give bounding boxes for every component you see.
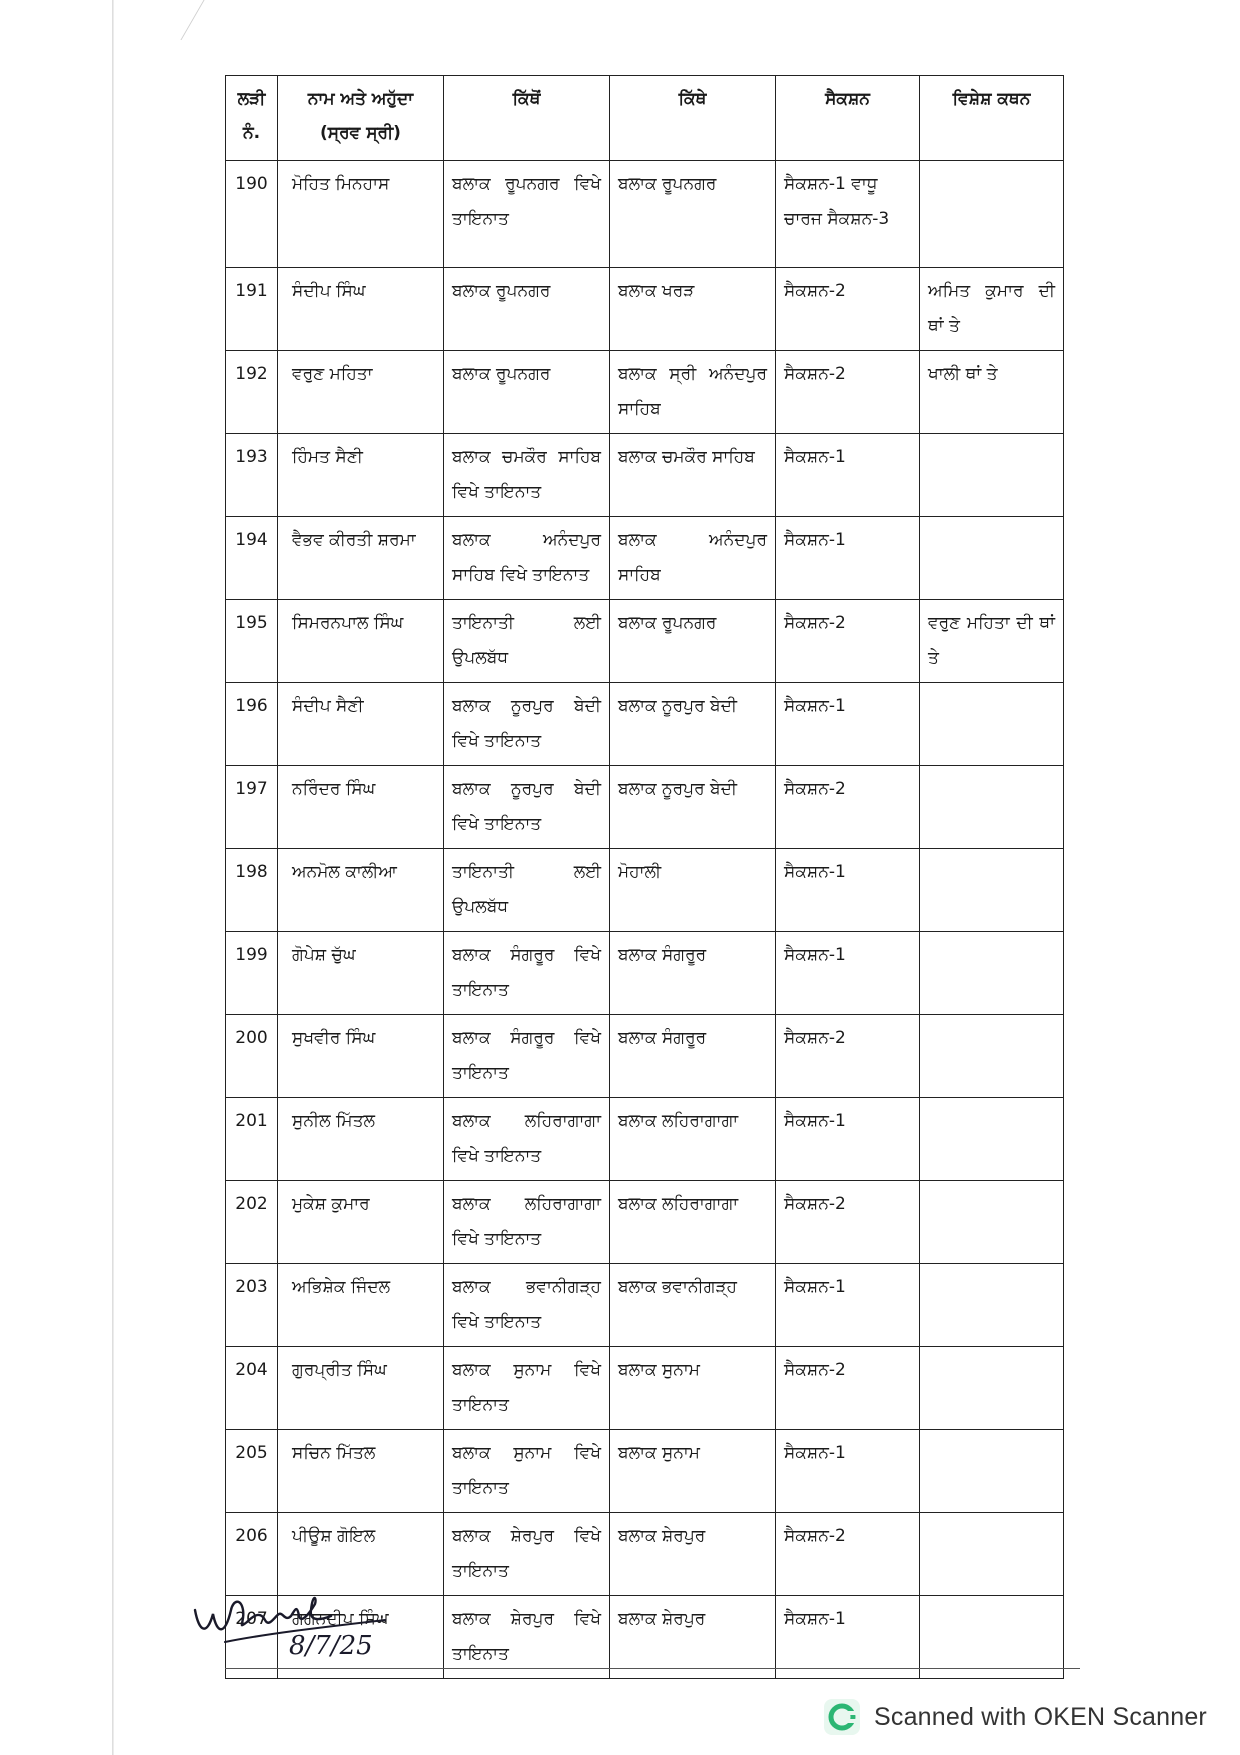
remarks-cell [920,1347,1064,1430]
from-cell: ਬਲਾਕ ਸੰਗਰੂਰ ਵਿਖੇ ਤਾਇਨਾਤ [444,1015,610,1098]
header-name-line2: (ਸ੍ਰਵ ਸ੍ਰੀ) [320,123,401,143]
table-body [226,161,1064,1679]
serial-no-cell: 199 [226,932,278,1015]
from-cell: ਬਲਾਕ ਸੁਨਾਮ ਵਿਖੇ ਤਾਇਨਾਤ [444,1347,610,1430]
section-cell: ਸੈਕਸ਼ਨ-2 [776,1015,920,1098]
section-cell: ਸੈਕਸ਼ਨ-2 [776,1347,920,1430]
serial-no-cell: 194 [226,517,278,600]
serial-no-cell: 196 [226,683,278,766]
header-from: ਕਿੱਥੋਂ [444,76,610,161]
section-cell: ਸੈਕਸ਼ਨ-1 ਵਾਧੂ ਚਾਰਜ ਸੈਕਸ਼ਨ-3 [776,161,920,268]
name-cell: ਗੁਰਪ੍ਰੀਤ ਸਿੰਘ [278,1347,444,1430]
section-cell: ਸੈਕਸ਼ਨ-2 [776,600,920,683]
to-cell: ਬਲਾਕ ਸੰਗਰੂਰ [610,932,776,1015]
remarks-cell [920,1596,1064,1679]
handwritten-signature [185,1570,405,1660]
section-cell: ਸੈਕਸ਼ਨ-2 [776,1181,920,1264]
to-cell: ਬਲਾਕ ਸੁਨਾਮ [610,1347,776,1430]
name-cell: ਸੁਨੀਲ ਮਿੱਤਲ [278,1098,444,1181]
signature-date: 8/7/25 [289,1631,373,1660]
name-cell: ਅਭਿਸ਼ੇਕ ਜਿੰਦਲ [278,1264,444,1347]
remarks-cell [920,1098,1064,1181]
header-section: ਸੈਕਸ਼ਨ [776,76,920,161]
name-cell: ਗਗਨਦੀਪ ਸਿੰਘ [278,1596,444,1679]
serial-no-cell: 205 [226,1430,278,1513]
from-cell: ਬਲਾਕ ਸੰਗਰੂਰ ਵਿਖੇ ਤਾਇਨਾਤ [444,932,610,1015]
remarks-cell: ਵਰੁਣ ਮਹਿਤਾ ਦੀ ਥਾਂ ਤੇ [920,600,1064,683]
to-cell: ਬਲਾਕ ਲਹਿਰਾਗਾਗਾ [610,1181,776,1264]
to-cell: ਬਲਾਕ ਰੂਪਨਗਰ [610,600,776,683]
to-cell: ਬਲਾਕ ਖਰੜ [610,268,776,351]
to-cell: ਬਲਾਕ ਅਨੰਦਪੁਰ ਸਾਹਿਬ [610,517,776,600]
header-name [278,76,444,161]
serial-no-cell: 201 [226,1098,278,1181]
scanner-label: Scanned with OKEN Scanner [874,1702,1207,1731]
table-row [226,161,1064,268]
table-row [226,683,1064,766]
to-cell: ਬਲਾਕ ਸ਼ੇਰਪੁਰ [610,1513,776,1596]
table-row [226,517,1064,600]
from-cell: ਬਲਾਕ ਰੂਪਨਗਰ [444,268,610,351]
to-cell: ਬਲਾਕ ਲਹਿਰਾਗਾਗਾ [610,1098,776,1181]
to-cell: ਬਲਾਕ ਚਮਕੌਰ ਸਾਹਿਬ [610,434,776,517]
remarks-cell [920,1181,1064,1264]
remarks-cell [920,161,1064,268]
section-cell: ਸੈਕਸ਼ਨ-1 [776,849,920,932]
table-row [226,1347,1064,1430]
name-cell: ਵੈਭਵ ਕੀਰਤੀ ਸ਼ਰਮਾ [278,517,444,600]
header-serial-no [226,76,278,161]
table-row [226,1098,1064,1181]
table-row [226,268,1064,351]
to-cell: ਬਲਾਕ ਸੰਗਰੂਰ [610,1015,776,1098]
from-cell: ਬਲਾਕ ਨੂਰਪੁਰ ਬੇਦੀ ਵਿਖੇ ਤਾਇਨਾਤ [444,683,610,766]
remarks-cell [920,849,1064,932]
from-cell: ਬਲਾਕ ਨੂਰਪੁਰ ਬੇਦੀ ਵਿਖੇ ਤਾਇਨਾਤ [444,766,610,849]
name-cell: ਸਚਿਨ ਮਿੱਤਲ [278,1430,444,1513]
remarks-cell [920,766,1064,849]
serial-no-cell: 204 [226,1347,278,1430]
oken-scanner-logo-icon [822,1697,862,1737]
header-to: ਕਿੱਥੇ [610,76,776,161]
section-cell: ਸੈਕਸ਼ਨ-1 [776,517,920,600]
to-cell: ਬਲਾਕ ਨੂਰਪੁਰ ਬੇਦੀ [610,683,776,766]
name-cell: ਅਨਮੋਲ ਕਾਲੀਆ [278,849,444,932]
bottom-rule [225,1668,1080,1669]
from-cell: ਬਲਾਕ ਚਮਕੌਰ ਸਾਹਿਬ ਵਿਖੇ ਤਾਇਨਾਤ [444,434,610,517]
from-cell: ਬਲਾਕ ਲਹਿਰਾਗਾਗਾ ਵਿਖੇ ਤਾਇਨਾਤ [444,1181,610,1264]
from-cell: ਬਲਾਕ ਲਹਿਰਾਗਾਗਾ ਵਿਖੇ ਤਾਇਨਾਤ [444,1098,610,1181]
table-row [226,434,1064,517]
section-cell: ਸੈਕਸ਼ਨ-2 [776,766,920,849]
serial-no-cell: 207 [226,1596,278,1679]
section-cell: ਸੈਕਸ਼ਨ-1 [776,932,920,1015]
remarks-cell: ਖਾਲੀ ਥਾਂ ਤੇ [920,351,1064,434]
table-row [226,1015,1064,1098]
to-cell: ਬਲਾਕ ਸ੍ਰੀ ਅਨੰਦਪੁਰ ਸਾਹਿਬ [610,351,776,434]
name-cell: ਸਿਮਰਨਪਾਲ ਸਿੰਘ [278,600,444,683]
table-row [226,1181,1064,1264]
section-cell: ਸੈਕਸ਼ਨ-2 [776,1513,920,1596]
serial-no-cell: 193 [226,434,278,517]
name-cell: ਪੀਊਸ਼ ਗੋਇਲ [278,1513,444,1596]
name-cell: ਸੁਖਵੀਰ ਸਿੰਘ [278,1015,444,1098]
serial-no-cell: 202 [226,1181,278,1264]
page-edge-shadow [112,0,114,1755]
serial-no-cell: 195 [226,600,278,683]
remarks-cell [920,1015,1064,1098]
remarks-cell: ਅਮਿਤ ਕੁਮਾਰ ਦੀ ਥਾਂ ਤੇ [920,268,1064,351]
table-row [226,766,1064,849]
header-name-line1: ਨਾਮ ਅਤੇ ਅਹੁੱਦਾ [307,89,414,109]
header-serial-no-line1: ਲੜੀ [237,89,266,109]
name-cell: ਹਿੰਮਤ ਸੈਣੀ [278,434,444,517]
section-cell: ਸੈਕਸ਼ਨ-1 [776,683,920,766]
section-cell: ਸੈਕਸ਼ਨ-2 [776,351,920,434]
transfer-list-table [225,75,1064,1679]
name-cell: ਸੰਦੀਪ ਸਿੰਘ [278,268,444,351]
remarks-cell [920,1430,1064,1513]
table-row [226,1264,1064,1347]
section-cell: ਸੈਕਸ਼ਨ-1 [776,1430,920,1513]
serial-no-cell: 198 [226,849,278,932]
from-cell: ਬਲਾਕ ਸ਼ੇਰਪੁਰ ਵਿਖੇ ਤਾਇਨਾਤ [444,1596,610,1679]
header-serial-no-line2: ਨੰ. [242,123,261,143]
scanner-watermark [822,1697,1207,1737]
serial-no-cell: 190 [226,161,278,268]
from-cell: ਤਾਇਨਾਤੀ ਲਈ ਉਪਲਬੱਧ [444,849,610,932]
section-cell: ਸੈਕਸ਼ਨ-1 [776,1098,920,1181]
to-cell: ਬਲਾਕ ਸੁਨਾਮ [610,1430,776,1513]
remarks-cell [920,434,1064,517]
from-cell: ਬਲਾਕ ਭਵਾਨੀਗੜ੍ਹ ਵਿਖੇ ਤਾਇਨਾਤ [444,1264,610,1347]
from-cell: ਬਲਾਕ ਅਨੰਦਪੁਰ ਸਾਹਿਬ ਵਿਖੇ ਤਾਇਨਾਤ [444,517,610,600]
name-cell: ਵਰੁਣ ਮਹਿਤਾ [278,351,444,434]
serial-no-cell: 192 [226,351,278,434]
from-cell: ਬਲਾਕ ਸੁਨਾਮ ਵਿਖੇ ਤਾਇਨਾਤ [444,1430,610,1513]
table-row [226,849,1064,932]
header-remarks: ਵਿਸ਼ੇਸ਼ ਕਥਨ [920,76,1064,161]
to-cell: ਬਲਾਕ ਭਵਾਨੀਗੜ੍ਹ [610,1264,776,1347]
table-header-row [226,76,1064,161]
from-cell: ਤਾਇਨਾਤੀ ਲਈ ਉਪਲਬੱਧ [444,600,610,683]
section-cell: ਸੈਕਸ਼ਨ-1 [776,1264,920,1347]
section-cell: ਸੈਕਸ਼ਨ-1 [776,1596,920,1679]
to-cell: ਮੋਹਾਲੀ [610,849,776,932]
serial-no-cell: 200 [226,1015,278,1098]
name-cell: ਸੰਦੀਪ ਸੈਣੀ [278,683,444,766]
name-cell: ਗੋਪੇਸ਼ ਚੁੱਘ [278,932,444,1015]
table-row [226,600,1064,683]
name-cell: ਮੋਹਿਤ ਮਿਨਹਾਸ [278,161,444,268]
name-cell: ਨਰਿੰਦਰ ਸਿੰਘ [278,766,444,849]
from-cell: ਬਲਾਕ ਰੂਪਨਗਰ [444,351,610,434]
to-cell: ਬਲਾਕ ਰੂਪਨਗਰ [610,161,776,268]
to-cell: ਬਲਾਕ ਸ਼ੇਰਪੁਰ [610,1596,776,1679]
name-cell: ਮੁਕੇਸ਼ ਕੁਮਾਰ [278,1181,444,1264]
to-cell: ਬਲਾਕ ਨੂਰਪੁਰ ਬੇਦੀ [610,766,776,849]
from-cell: ਬਲਾਕ ਸ਼ੇਰਪੁਰ ਵਿਖੇ ਤਾਇਨਾਤ [444,1513,610,1596]
section-cell: ਸੈਕਸ਼ਨ-1 [776,434,920,517]
serial-no-cell: 203 [226,1264,278,1347]
remarks-cell [920,1264,1064,1347]
table-row [226,932,1064,1015]
serial-no-cell: 197 [226,766,278,849]
table-row [226,1430,1064,1513]
section-cell: ਸੈਕਸ਼ਨ-2 [776,268,920,351]
remarks-cell [920,517,1064,600]
serial-no-cell: 191 [226,268,278,351]
remarks-cell [920,1513,1064,1596]
remarks-cell [920,683,1064,766]
remarks-cell [920,932,1064,1015]
table-row [226,351,1064,434]
serial-no-cell: 206 [226,1513,278,1596]
from-cell: ਬਲਾਕ ਰੂਪਨਗਰ ਵਿਖੇ ਤਾਇਨਾਤ [444,161,610,268]
